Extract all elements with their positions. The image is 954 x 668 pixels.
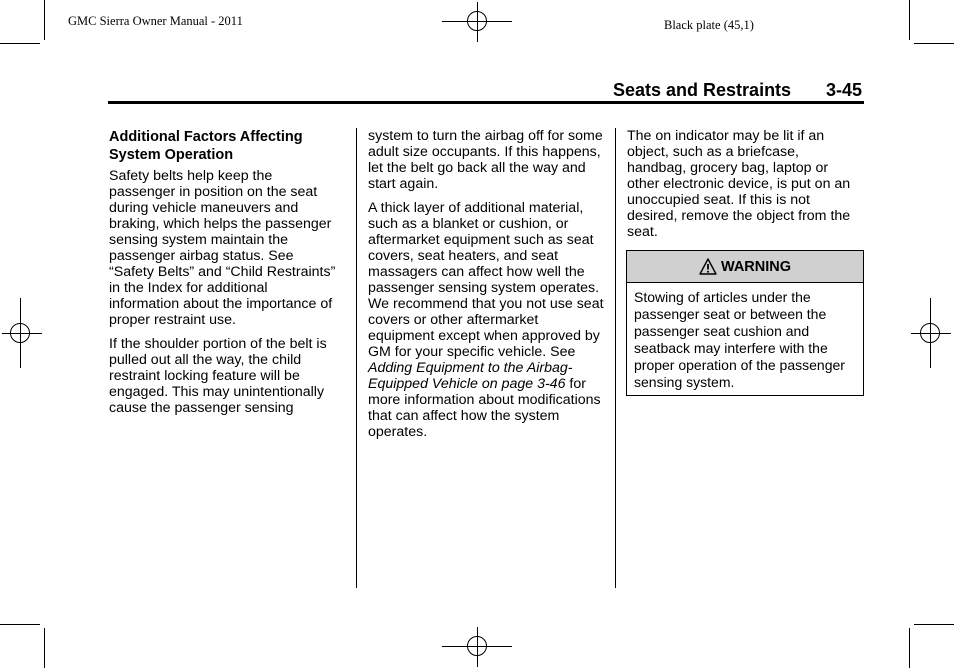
- crop-mark: [909, 628, 910, 668]
- crop-mark: [914, 43, 954, 44]
- crop-mark: [44, 628, 45, 668]
- section-heading: Additional Factors Affecting System Operation: [109, 129, 303, 163]
- paragraph: The on indicator may be lit if an object, such as a briefcase, handbag, grocery bag, laptop or other electronic device, is put on an unoccupied seat. If this is not desired, remove the object from the seat.: [627, 128, 851, 240]
- column-divider: [356, 128, 357, 588]
- paragraph: [368, 200, 608, 440]
- cross-reference-link[interactable]: Adding Equipment to the Airbag-Equipped Vehicle on page 3-46: [368, 360, 573, 392]
- crop-mark: [909, 0, 910, 40]
- warning-box: [626, 250, 864, 396]
- registration-circle: [920, 323, 940, 343]
- page-number: 3-45: [826, 80, 863, 100]
- paragraph-text: for more information about modifications that can affect how the system operates.: [368, 376, 601, 440]
- registration-circle: [10, 323, 30, 343]
- warning-header: [627, 251, 863, 283]
- plate-label-left: GMC Sierra Owner Manual - 2011: [68, 14, 243, 28]
- column-2: [368, 128, 608, 448]
- crop-mark: [44, 0, 45, 40]
- paragraph: Safety belts help keep the passenger in position on the seat during vehicle maneuvers and braking, which helps the passenger sensing system maintain the passenger airbag status. See “Safety Belts” and “Child Restraints” in the Index for additional information about the importance of proper restraint use.: [109, 168, 336, 328]
- registration-circle: [467, 11, 487, 31]
- paragraph-text: A thick layer of additional material, such as a blanket or cushion, or aftermarket equipment such as seat covers, seat heaters, and seat massagers can affect how well the passenger sensing system operates. We recommend that you not use seat covers or other aftermarket equipment except when approved by GM for your specific vehicle. See: [368, 200, 604, 360]
- crop-mark: [0, 624, 40, 625]
- column-divider: [615, 128, 616, 588]
- registration-circle: [467, 636, 487, 656]
- plate-label-right: Black plate (45,1): [664, 18, 754, 32]
- warning-text: Stowing of articles under the passenger seat or between the passenger seat cushion and seatback may interfere with the proper operation of the passenger sensing system.: [634, 289, 845, 390]
- header-rule: [108, 101, 864, 104]
- paragraph: system to turn the airbag off for some adult size occupants. If this happens, let the belt go back all the way and start again.: [368, 128, 603, 192]
- column-3: [627, 128, 859, 248]
- column-1: [109, 128, 341, 424]
- warning-title: WARNING: [720, 258, 792, 275]
- crop-mark: [914, 624, 954, 625]
- section-title: Seats and Restraints: [613, 80, 792, 100]
- warning-triangle-icon: [699, 258, 717, 275]
- crop-mark: [0, 43, 40, 44]
- paragraph: If the shoulder portion of the belt is pulled out all the way, the child restraint locking feature will be engaged. This may unintentionally cause the passenger sensing: [109, 336, 327, 416]
